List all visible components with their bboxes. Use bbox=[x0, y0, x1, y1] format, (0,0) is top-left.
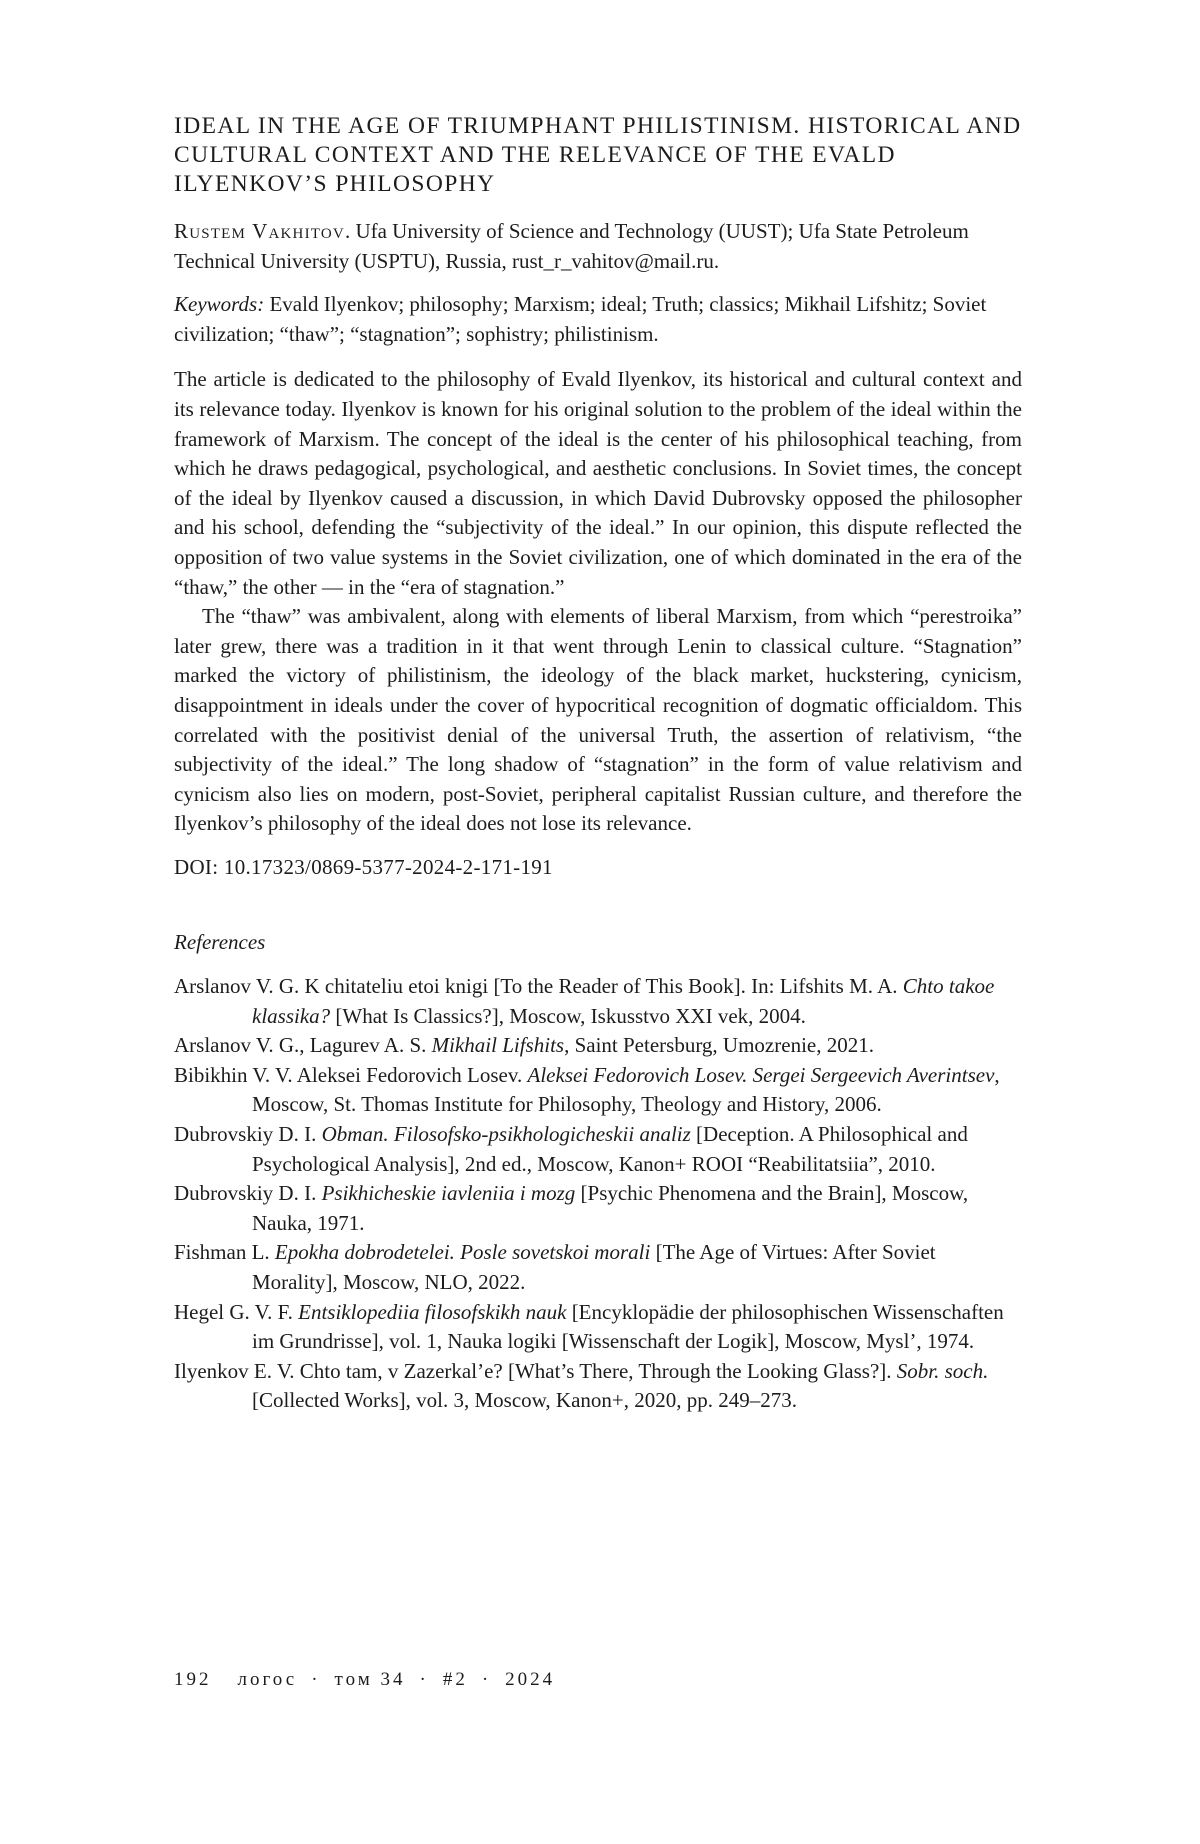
author-line bbox=[174, 217, 1022, 276]
author-name: Rustem Vakhitov bbox=[174, 219, 345, 243]
reference-item: Arslanov V. G., Lagurev A. S. Mikhail Lifshits, Saint Petersburg, Umozrenie, 2021. bbox=[174, 1033, 874, 1058]
reference-item: Fishman L. Epokha dobrodetelei. Posle sovetskoi morali [The Age of Virtues: After Soviet Morality], Moscow, NLO, 2022. bbox=[174, 1240, 936, 1294]
reference-item: Arslanov V. G. K chitateliu etoi knigi [To the Reader of This Book]. In: Lifshits M. A. Chto takoe klassika? [What Is Classics?], Moscow, Iskusstvo XXI vek, 2004. bbox=[174, 974, 995, 1028]
reference-item: Dubrovskiy D. I. Psikhicheskie iavleniia i mozg [Psychic Phenomena and the Brain], Moscow, Nauka, 1971. bbox=[174, 1181, 969, 1235]
reference-item: Ilyenkov E. V. Chto tam, v Zazerkal’e? [What’s There, Through the Looking Glass?]. Sobr. soch. [Collected Works], vol. 3, Moscow, Kanon+, 2020, pp. 249–273. bbox=[174, 1358, 989, 1413]
footer-separator: · bbox=[481, 1669, 492, 1690]
abstract-paragraph-1: The article is dedicated to the philosophy of Evald Ilyenkov, its historical and cultural context and its relevance today. Ilyenkov is known for his original solution to the problem of the ideal within the framework of Marxism. The concept of the ideal is the center of his philosophical teaching, from which he draws pedagogical, psychological, and aesthetic conclusions. In Soviet times, the concept of the ideal by Ilyenkov caused a discussion, in which David Dubrovsky opposed the philosopher and his school, defending the “subjectivity of the ideal.” In our opinion, this dispute reflected the opposition of two value systems in the Soviet civilization, one of which dominated in the era of the “thaw,” the other — in the “era of stagnation.” bbox=[174, 367, 1022, 599]
page-number: 192 bbox=[174, 1669, 212, 1690]
footer-separator: · bbox=[311, 1669, 321, 1690]
article-title: IDEAL IN THE AGE OF TRIUMPHANT PHILISTINISM. HISTORICAL AND CULTURAL CONTEXT AND THE RELEVANCE OF THE EVALD ILYENKOV’S PHILOSOPHY bbox=[174, 113, 1022, 197]
author-affiliation: . Ufa University of Science and Technology (UUST); Ufa State Petroleum Technical University (USPTU), Russia, rust_r_vahitov@mail.ru. bbox=[174, 219, 969, 273]
references-list bbox=[174, 972, 1022, 1416]
page-footer bbox=[174, 1669, 555, 1691]
reference-item: Hegel G. V. F. Entsiklopediia filosofskikh nauk [Encyklopädie der philosophischen Wissenschaften im Grundrisse], vol. 1, Nauka logiki [Wissenschaft der Logik], Moscow, Mysl’, 1974. bbox=[174, 1299, 1004, 1354]
abstract bbox=[174, 365, 1022, 839]
journal-year: 2024 bbox=[505, 1669, 556, 1690]
reference-item: Bibikhin V. V. Aleksei Fedorovich Losev. Aleksei Fedorovich Losev. Sergei Sergeevich Averintsev, Moscow, St. Thomas Institute for Philosophy, Theology and History, 2006. bbox=[174, 1062, 1000, 1117]
keywords bbox=[174, 290, 1022, 349]
journal-name: логос bbox=[237, 1669, 298, 1690]
article-page bbox=[174, 112, 1022, 1416]
references-heading: References bbox=[174, 930, 266, 955]
journal-issue: #2 bbox=[442, 1669, 468, 1690]
reference-item: Dubrovskiy D. I. Obman. Filosofsko-psikhologicheskii analiz [Deception. A Philosophical and Psychological Analysis], 2nd ed., Moscow, Kanon+ ROOI “Reabilitatsiia”, 2010. bbox=[174, 1122, 968, 1176]
doi: DOI: 10.17323/0869-5377-2024-2-171-191 bbox=[174, 854, 553, 879]
keywords-label: Keywords: bbox=[174, 292, 265, 317]
journal-volume: том 34 bbox=[334, 1669, 406, 1690]
abstract-paragraph-2: The “thaw” was ambivalent, along with elements of liberal Marxism, from which “perestroika” later grew, there was a tradition in it that went through Lenin to classical culture. “Stagnation” marked the victory of philistinism, the ideology of the black market, huckstering, cynicism, disappointment in ideals under the cover of hypocritical recognition of dogmatic officialdom. This correlated with the positivist denial of the universal Truth, the assertion of relativism, “the subjectivity of the ideal.” The long shadow of “stagnation” in the form of value relativism and cynicism also lies on modern, post-Soviet, peripheral capitalist Russian culture, and therefore the Ilyenkov’s philosophy of the ideal does not lose its relevance. bbox=[174, 604, 1022, 836]
footer-separator: · bbox=[419, 1669, 429, 1690]
keywords-text: Evald Ilyenkov; philosophy; Marxism; ideal; Truth; classics; Mikhail Lifshitz; Soviet civilization; “thaw”; “stagnation”; sophistry; philistinism. bbox=[174, 292, 987, 346]
